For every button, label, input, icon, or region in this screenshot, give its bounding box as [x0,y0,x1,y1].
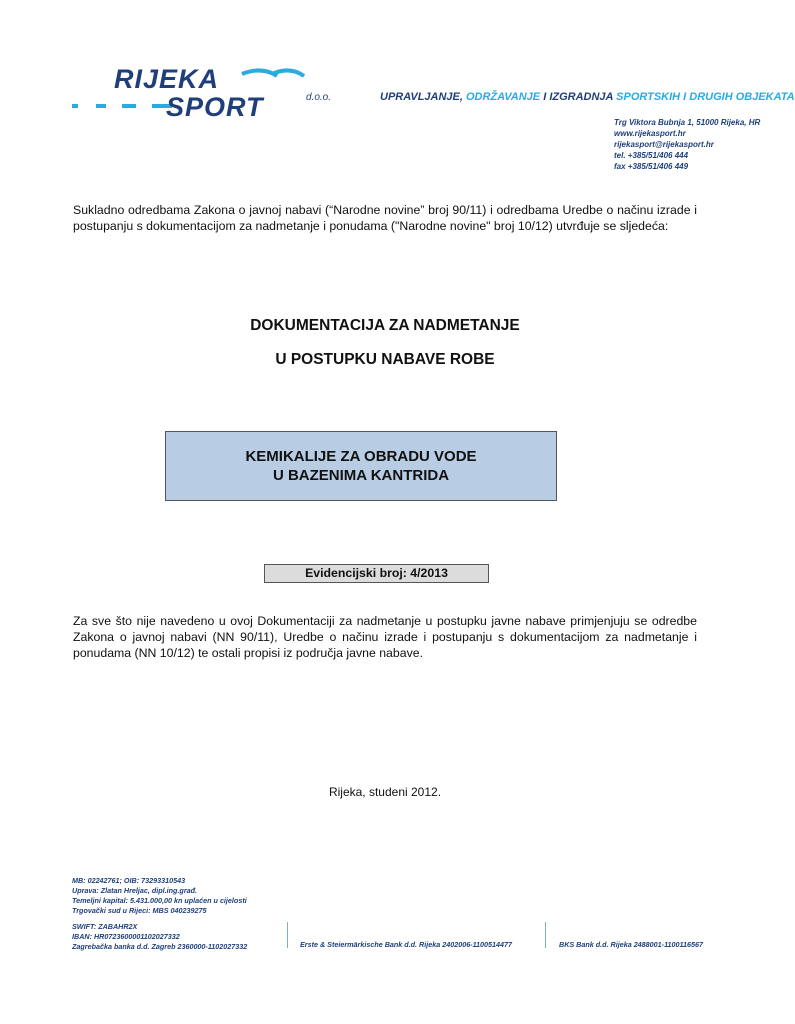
footer-bank-info [72,922,247,952]
footer-management: Uprava: Zlatan Hreljac, dipl.ing.građ. [72,886,198,895]
subject-line-1: KEMIKALIJE ZA OBRADU VODE [245,448,477,465]
closing-paragraph: Za sve što nije navedeno u ovoj Dokumentaciji za nadmetanje u postupku javne nabave primjenjuju se odredbe Zakona o javnoj nabavi (NN 90/11), Uredbe o načinu izrade i postupanju s dokumentacijom za nadmetanje i ponudama (NN 10/12) te ostali propisi iz područja javne nabave. [73,614,697,660]
footer-court: Trgovački sud u Rijeci: MBS 040239275 [72,906,207,915]
company-tagline: UPRAVLJANJE, ODRŽAVANJE I IZGRADNJA SPORTSKIH I DRUGIH OBJEKATA [380,91,795,103]
place-date: Rijeka, studeni 2012. [328,785,442,799]
footer-iban: IBAN: HR0723600001102027332 [72,932,180,941]
contact-tel: tel. +385/51/406 444 [614,151,689,160]
footer-bank-3: BKS Bank d.d. Rijeka 2488001-1100116567 [559,940,703,949]
contact-fax: fax +385/51/406 449 [614,162,689,171]
footer-swift: SWIFT: ZABAHR2X [72,922,138,931]
svg-text:SPORT: SPORT [166,92,264,122]
footer-company-info [72,876,247,916]
contact-block [614,117,760,172]
footer-bank-1: Zagrebačka banka d.d. Zagreb 2360000-1102027332 [72,942,248,951]
intro-paragraph: Sukladno odredbama Zakona o javnoj nabavi (“Narodne novine” broj 90/11) i odredbama Uredbe o načinu izrade i postupanju s dokumentacijom za nadmetanje i ponudama ("Narodne novine" broj 10/12) utvrđuje se sljedeća: [73,203,697,233]
company-suffix: d.o.o. [306,92,332,103]
footer-capital: Temeljni kapital: 5.431.000,00 kn uplaćen u cijelosti [72,896,247,905]
contact-address: Trg Viktora Bubnja 1, 51000 Rijeka, HR [614,118,761,127]
contact-email[interactable]: rijekasport@rijekasport.hr [614,140,714,149]
footer-bank-2: Erste & Steiermärkische Bank d.d. Rijeka 2402006-1100514477 [300,940,513,949]
subject-line-2: U BAZENIMA KANTRIDA [272,467,450,484]
subject-box [165,431,557,501]
company-logo [112,64,312,122]
footer-divider [287,922,288,948]
footer-divider [545,922,546,948]
svg-text:RIJEKA: RIJEKA [114,64,220,94]
document-title: DOKUMENTACIJA ZA NADMETANJE [250,317,520,334]
evidence-number: Evidencijski broj: 4/2013 [264,564,489,583]
contact-website[interactable]: www.rijekasport.hr [614,129,686,138]
document-subtitle: U POSTUPKU NABAVE ROBE [275,351,495,368]
footer-mb-oib: MB: 02242761; OIB: 73293310543 [72,876,186,885]
